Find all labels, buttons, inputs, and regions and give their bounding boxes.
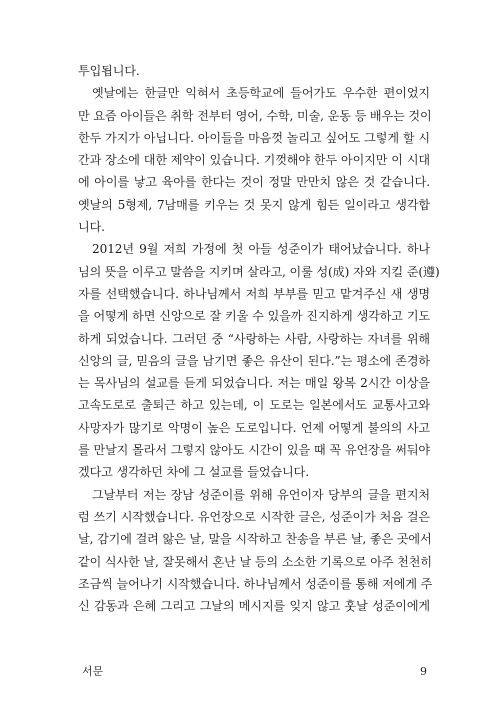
text-line: 2012년 9월 저희 가정에 첫 아들 성준이가 태어났습니다. 하나 [92,242,430,257]
page-number: 9 [420,665,427,678]
paragraph [78,60,430,82]
running-footer-section: 서문 [82,665,104,678]
body-text [78,60,440,617]
paragraph [78,484,433,618]
text-line: 그날부터 저는 장남 성준이를 위해 유언이자 당부의 글을 편지처 [92,487,430,502]
text-line: 을 어떻게 하면 신앙으로 잘 키울 수 있을까 진지하게 생각하고 기도 [78,309,430,324]
text-line: 옛날의 5형제, 7남매를 키우는 것 못지 않게 힘든 일이라고 생각합 [78,197,430,212]
text-line: 한두 가지가 아닙니다. 아이들을 마음껏 놀리고 싶어도 그렇게 할 시 [78,130,430,145]
text-line: 만 요즘 아이들은 취학 전부터 영어, 수학, 미술, 운동 등 배우는 것이 [78,108,432,123]
text-line: 하게 되었습니다. 그러던 중 “사랑하는 사람, 사랑하는 자녀를 위해 [78,331,430,346]
text-line: 럼 쓰기 시작했습니다. 유언장으로 시작한 글은, 성준이가 처음 걸은 [78,509,430,524]
text-line: 님의 뜻을 이루고 말씀을 지키며 살라고, 이룰 성(成) 자와 지킬 준(遵) [78,264,440,279]
text-line: 조금씩 늘어나기 시작했습니다. 하나님께서 성준이를 통해 저에게 주 [78,576,433,591]
text-line: 를 만날지 몰라서 그렇지 않아도 시간이 있을 때 꼭 유언장을 써둬야 [78,443,430,458]
text-line: 날, 감기에 걸려 앓은 날, 말을 시작하고 찬송을 부른 날, 좋은 곳에서 [78,532,432,547]
text-line: 는 목사님의 설교를 듣게 되었습니다. 저는 매일 왕복 2시간 이상을 [78,376,430,391]
text-line: 고속도로로 출퇴근 하고 있는데, 이 도로는 일본에서도 교통사고와 [78,398,430,413]
text-line: 에 아이를 낳고 육아를 한다는 것이 정말 만만치 않은 것 같습니다. [78,175,430,190]
text-line: 같이 식사한 날, 잘못해서 혼난 날 등의 소소한 기록으로 아주 천천히 [78,554,432,569]
paragraph [78,82,430,238]
text-line: 겠다고 생각하던 차에 그 설교를 들었습니다. [78,465,309,480]
paragraph [78,238,440,483]
text-line: 니다. [78,220,105,235]
text-line: 옛날에는 한글만 익혀서 초등학교에 들어가도 우수한 편이었지 [92,86,430,101]
text-line: 신 감동과 은혜 그리고 그날의 메시지를 잊지 않고 훗날 성준이에게 [78,599,430,614]
text-line: 사망자가 많기로 악명이 높은 도로입니다. 언제 어떻게 불의의 사고 [78,420,430,435]
text-line: 투입됩니다. [78,64,140,78]
text-line: 자를 선택했습니다. 하나님께서 저희 부부를 믿고 맡겨주신 새 생명 [78,286,430,301]
text-line: 간과 장소에 대한 제약이 있습니다. 기껏해야 한두 아이지만 이 시대 [78,153,430,168]
text-line: 신앙의 글, 믿음의 글을 남기면 좋은 유산이 된다.”는 평소에 존경하 [78,353,430,368]
